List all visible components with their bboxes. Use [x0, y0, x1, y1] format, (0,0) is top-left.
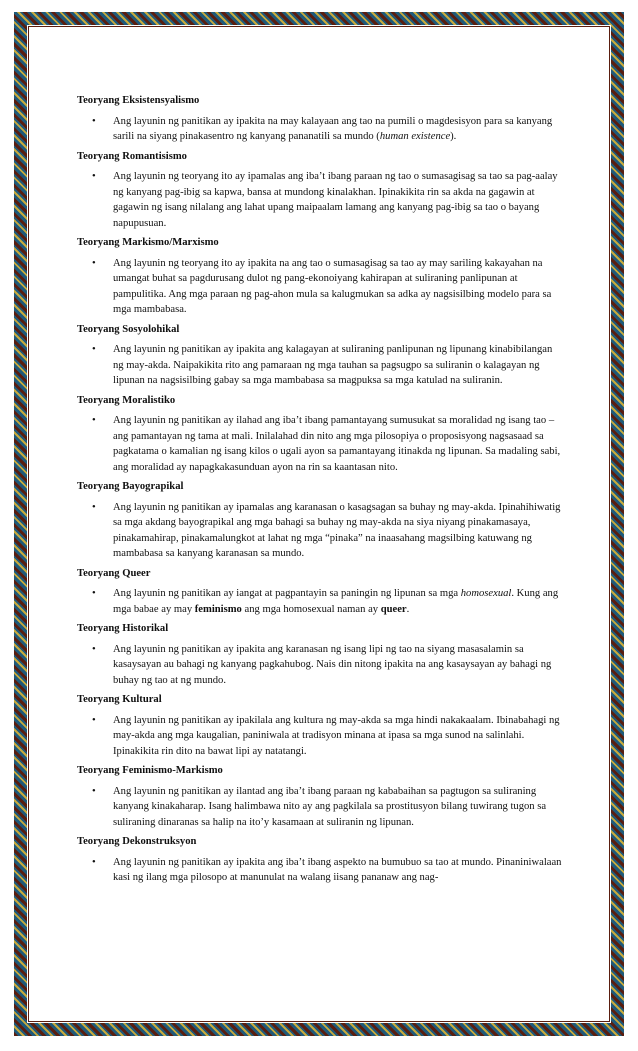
section-heading: Teoryang Dekonstruksyon: [77, 836, 197, 847]
bullet-item: • Ang layunin ng panitikan ay ilantad ang iba’t ibang paraan ng kababaihan sa pagtugon sa suliraning kanyang kinakaharap. Isang halimbawa nito ay ang pagkilala sa prostitusyon bilang tuwirang tugon sa suliraning dinaranas sa halip na ito’y kasamaan at suliranin ng lipunan.: [113, 784, 562, 831]
bullet-text: Ang layunin ng panitikan ay ipakita na may kalayaan ang tao na pumili o magdesisyon para sa kanyang sarili na siyang pinakasentro ng kanyang pananatili sa mundo (: [113, 115, 553, 142]
section-heading: Teoryang Sosyolohikal: [77, 323, 180, 335]
section-markismo: [77, 235, 562, 318]
section-heading: Teoryang Markismo/Marxismo: [77, 237, 219, 248]
section-heading: Teoryang Historikal: [77, 623, 169, 634]
section-heading: Teoryang Bayograpikal: [77, 481, 184, 492]
bullet-list: [77, 642, 562, 689]
bullet-text-end: ).: [450, 131, 457, 142]
section-queer: [77, 566, 562, 618]
bullet-item: • Ang layunin ng panitikan ay ipakilala ang kultura ng may-akda sa mga hindi nakakaalam. Ibinabahagi ng may-akda ang mga kaugalian, paniniwala at tradisyon minana at ipasa sa mga sunod na salinlahi. Ipinakikita rin dito na bawat lipi ay natatangi.: [113, 713, 562, 760]
section-feminismo-markismo: [77, 763, 562, 830]
bold-term-queer: queer: [380, 603, 407, 615]
bullet-item: • Ang layunin ng teoryang ito ay ipakita na ang tao o sumasagisag sa tao ay may sariling kakayahan na umangat buhat sa pagdurusang dulot ng pang-ekonoiyang kahirapan at suliraning panlipunan at pampulitika. Ang mga paraan ng pag-ahon mula sa kalugmukan sa adka ay nagsisilbing modelo para sa mga mambabasa.: [113, 256, 562, 318]
bullet-list: [77, 114, 562, 145]
section-heading: Teoryang Moralistiko: [77, 394, 176, 406]
section-moralistiko: [77, 393, 562, 476]
bullet-text: Ang layunin ng panitikan ay iangat at pagpantayin sa paningin ng lipunan sa mga: [113, 588, 461, 599]
bullet-item: • Ang layunin ng panitikan ay ipakita ang iba’t ibang aspekto na bumubuo sa tao at mundo. Pinaniniwalaan kasi ng ilang mga pilosopo at manunulat na walang iisang pananaw ang nag-: [113, 855, 562, 886]
bullet-text-mid: . Kung ang mga babae ay may: [113, 588, 559, 615]
section-romantisismo: [77, 149, 562, 232]
bullet-item: [113, 114, 562, 145]
bullet-list: [77, 256, 562, 318]
bullet-item: • Ang layunin ng panitikan ay ipakita ang karanasan ng isang lipi ng tao na siyang masasalamin sa kasaysayan au bahagi ng kanyang pagkahubog. Nais din nitong ipakita na ang kasaysayan ay bahagi ng buhay ng tao at ng mundo.: [113, 642, 562, 689]
section-dekonstruksyon: [77, 834, 562, 886]
document-body: [77, 93, 562, 890]
italic-term: homosexual: [460, 588, 512, 599]
bullet-list: [77, 784, 562, 831]
bullet-list: [77, 586, 562, 617]
bullet-list: [77, 713, 562, 760]
section-heading: Teoryang Eksistensyalismo: [77, 95, 200, 106]
bullet-item: • Ang layunin ng teoryang ito ay ipamalas ang iba’t ibang paraan ng tao o sumasagisag sa tao sa pag-aalay ng kanyang pag-ibig sa kapwa, bansa at mundong kinalakhan. Ipinakikita rin sa akda na gagawin at gagawin ng isang nilalang ang lahat upang maipaalam lamang ang kanyang pag-ibig sa tao o bayang napupusuan.: [113, 169, 562, 231]
bullet-item: • Ang layunin ng panitikan ay ipamalas ang karanasan o kasagsagan sa buhay ng may-akda. Ipinahihiwatig sa mga akdang bayograpikal ang mga bahagi sa buhay ng may-akda na siya niyang pinakamasaya, pinakamahirap, pinakamalungkot at lahat ng mga “pinaka” na inaasahang magsilbing katuwang ng mambabasa sa kanyang karanasan sa mundo.: [113, 500, 562, 562]
bullet-item: [113, 586, 562, 617]
italic-term: human existence: [379, 131, 451, 142]
section-heading: Teoryang Queer: [77, 567, 151, 579]
bullet-list: [77, 855, 562, 886]
bullet-item: • Ang layunin ng panitikan ay ilahad ang iba’t ibang pamantayang sumusukat sa moralidad ng isang tao – ang pamantayan ng tama at mali. Inilalahad din nito ang mga pilosopiya o proposisyong nagsasaad sa pagkatama o kamalian ng isang kilos o ugali ayon sa pamantayang itinakda ng lipunan. Sa madaling sabi, ang moralidad ay napagkakasunduan ayon na rin sa kaantasan nito.: [113, 413, 562, 475]
section-heading: Teoryang Kultural: [77, 694, 162, 705]
section-heading: Teoryang Romantisismo: [77, 150, 187, 162]
section-kultural: [77, 692, 562, 759]
bold-term-feminismo: feminismo: [194, 603, 242, 615]
bullet-list: [77, 500, 562, 562]
section-eksistensyalismo: [77, 93, 562, 145]
section-heading: Teoryang Feminismo-Markismo: [77, 765, 223, 776]
section-sosyolohikal: [77, 322, 562, 389]
bullet-text-end: .: [406, 603, 410, 615]
bullet-list: [77, 169, 562, 231]
section-historikal: [77, 621, 562, 688]
bullet-text-mid2: ang mga homosexual naman ay: [241, 603, 381, 615]
section-bayograpikal: [77, 479, 562, 562]
bullet-item: • Ang layunin ng panitikan ay ipakita ang kalagayan at suliraning panlipunan ng lipunang kinabibilangan ng may-akda. Naipakikita rito ang pamaraan ng mga tauhan sa pagsugpo sa suliranin o kalagayan ng lipunan na nagsisilbing gabay sa mga mambabasa sa magpuksa sa mga katulad na suliranin.: [113, 342, 562, 389]
bullet-list: [77, 342, 562, 389]
bullet-list: [77, 413, 562, 475]
